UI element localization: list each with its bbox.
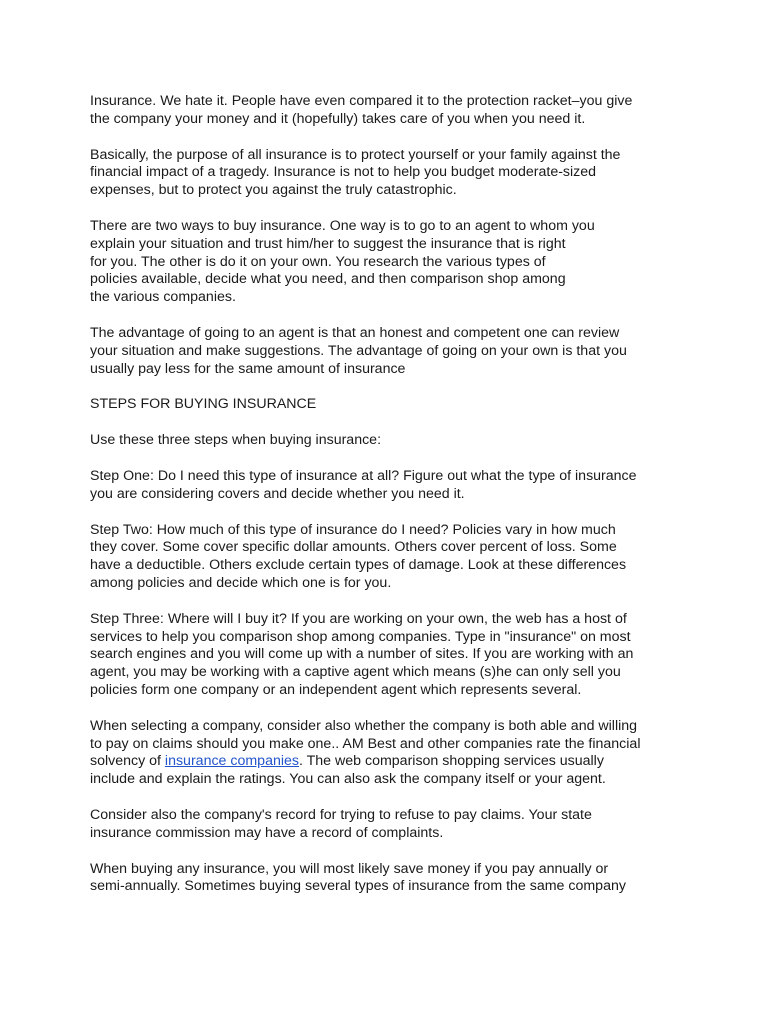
text-line: your situation and make suggestions. The advantage of going on your own is that you	[90, 342, 627, 359]
text-line: the company your money and it (hopefully) takes care of you when you need it.	[90, 110, 586, 127]
paragraph-purpose	[90, 147, 690, 200]
text-line: the various companies.	[90, 289, 236, 306]
heading-text: STEPS FOR BUYING INSURANCE	[90, 396, 317, 413]
text-line: semi-annually. Sometimes buying several types of insurance from the same company	[90, 878, 626, 895]
text-fragment: solvency of	[90, 753, 165, 770]
text-line: have a deductible. Others exclude certain types of damage. Look at these differences	[90, 557, 627, 574]
text-line: Step Three: Where will I buy it? If you are working on your own, the web has a host of	[90, 610, 627, 627]
paragraph-step-three	[90, 611, 690, 700]
text-line: explain your situation and trust him/her to suggest the insurance that is right	[90, 235, 566, 252]
insurance-companies-link[interactable]: insurance companies	[164, 753, 299, 770]
text-line: Basically, the purpose of all insurance is to protect yourself or your family against the	[90, 146, 621, 163]
text-line: to pay on claims should you make one.. AM Best and other companies rate the financial	[90, 735, 641, 752]
text-fragment: . The web comparison shopping services usually	[299, 753, 604, 770]
text-line: they cover. Some cover specific dollar amounts. Others cover percent of loss. Some	[90, 539, 617, 556]
text-line: for you. The other is do it on your own. You research the various types of	[90, 253, 546, 270]
text-line: expenses, but to protect you against the truly catastrophic.	[90, 182, 457, 199]
text-line: When selecting a company, consider also whether the company is both able and willing	[90, 717, 638, 734]
text-line: search engines and you will come up with a number of sites. If you are working with an	[90, 646, 634, 663]
text-line: policies available, decide what you need, and then comparison shop among	[90, 271, 566, 288]
text-line: include and explain the ratings. You can also ask the company itself or your agent.	[90, 771, 606, 788]
paragraph-intro	[90, 93, 690, 129]
paragraph-selecting-company	[90, 718, 690, 789]
text-line: usually pay less for the same amount of insurance	[90, 360, 406, 377]
paragraph-step-one	[90, 468, 690, 504]
text-line-with-link	[90, 753, 690, 771]
document-page	[90, 93, 690, 914]
text-line: Step One: Do I need this type of insurance at all? Figure out what the type of insurance	[90, 467, 637, 484]
paragraph-two-ways	[90, 218, 690, 307]
text-line: Use these three steps when buying insurance:	[90, 432, 382, 449]
paragraph-record	[90, 807, 690, 843]
text-line: insurance commission may have a record of complaints.	[90, 824, 444, 841]
text-line: There are two ways to buy insurance. One way is to go to an agent to whom you	[90, 217, 595, 234]
text-line: When buying any insurance, you will most likely save money if you pay annually or	[90, 860, 609, 877]
paragraph-advantage	[90, 325, 690, 378]
text-line: The advantage of going to an agent is that an honest and competent one can review	[90, 324, 620, 341]
text-line: you are considering covers and decide whether you need it.	[90, 485, 465, 502]
paragraph-steps-intro	[90, 432, 690, 450]
text-line: policies form one company or an independent agent which represents several.	[90, 681, 582, 698]
text-line: financial impact of a tragedy. Insurance is not to help you budget moderate-sized	[90, 164, 597, 181]
text-line: among policies and decide which one is for you.	[90, 574, 392, 591]
paragraph-step-two	[90, 522, 690, 593]
text-line: Step Two: How much of this type of insurance do I need? Policies vary in how much	[90, 521, 616, 538]
section-heading	[90, 396, 690, 414]
text-line: agent, you may be working with a captive agent which means (s)he can only sell you	[90, 664, 621, 681]
text-line: Consider also the company's record for trying to refuse to pay claims. Your state	[90, 806, 592, 823]
text-line: Insurance. We hate it. People have even compared it to the protection racket–you give	[90, 93, 633, 109]
text-line: services to help you comparison shop among companies. Type in "insurance" on most	[90, 628, 631, 645]
paragraph-buying	[90, 861, 690, 897]
